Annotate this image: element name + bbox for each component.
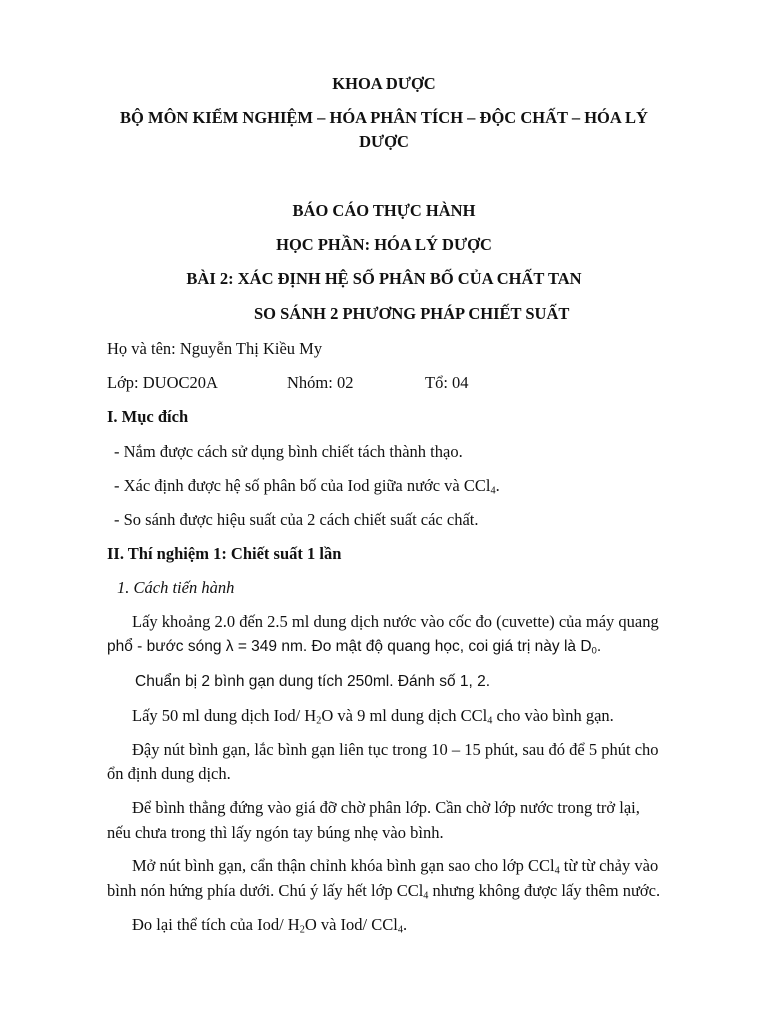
section-experiment-heading: II. Thí nghiệm 1: Chiết suất 1 lần [107, 544, 342, 563]
procedure-paragraph: Mở nút bình gạn, cẩn thận chỉnh khóa bình gạn sao cho lớp CCl$_4$ từ từ chảy vào [132, 856, 659, 877]
faculty-heading: KHOA DƯỢC [332, 74, 436, 93]
procedure-subheading: 1. Cách tiến hành [117, 578, 235, 597]
student-name: Họ và tên: Nguyễn Thị Kiều My [107, 339, 323, 358]
procedure-paragraph: Để bình thẳng đứng vào giá đỡ chờ phân lớp. Cần chờ lớp nước trong trở lại, [132, 798, 640, 817]
student-team: Tổ: 04 [425, 373, 469, 392]
lesson-subtitle: SO SÁNH 2 PHƯƠNG PHÁP CHIẾT SUẤT [254, 304, 570, 323]
procedure-paragraph: Chuẩn bị 2 bình gạn dung tích 250ml. Đánh số 1, 2. [135, 673, 491, 690]
department-heading-line2: DƯỢC [359, 132, 409, 151]
student-group: Nhóm: 02 [287, 373, 354, 392]
purpose-item: - Xác định được hệ số phân bố của Iod giữa nước và CCl$_4$. [114, 476, 500, 497]
procedure-paragraph: nếu chưa trong thì lấy ngón tay búng nhẹ vào bình. [107, 823, 444, 842]
lesson-title: BÀI 2: XÁC ĐỊNH HỆ SỐ PHÂN BỐ CỦA CHẤT TAN [186, 269, 582, 288]
procedure-paragraph: Lấy khoảng 2.0 đến 2.5 ml dung dịch nước vào cốc đo (cuvette) của máy quang [132, 612, 659, 631]
section-purpose-heading: I. Mục đích [107, 407, 189, 426]
purpose-item: - So sánh được hiệu suất của 2 cách chiết suất các chất. [114, 510, 479, 529]
report-title: BÁO CÁO THỰC HÀNH [292, 201, 476, 220]
student-class: Lớp: DUOC20A [107, 373, 218, 392]
procedure-paragraph: Lấy 50 ml dung dịch Iod/ $H_2O$ và 9 ml dung dịch CCl$_4$ cho vào bình gạn. [132, 706, 614, 727]
department-heading-line1: BỘ MÔN KIỂM NGHIỆM – HÓA PHÂN TÍCH – ĐỘC CHẤT – HÓA LÝ [120, 108, 648, 127]
procedure-paragraph: bình nón hứng phía dưới. Chú ý lấy hết lớp CCl$_4$ nhưng không được lấy thêm nước. [107, 881, 661, 902]
procedure-paragraph: phổ - bước sóng λ = 349 nm. Đo mật độ quang học, coi giá trị này là $D_0$. [107, 638, 602, 657]
procedure-paragraph: Đậy nút bình gạn, lắc bình gạn liên tục trong 10 – 15 phút, sau đó để 5 phút cho [132, 740, 659, 759]
course-title: HỌC PHẦN: HÓA LÝ DƯỢC [276, 235, 492, 254]
purpose-item: - Nắm được cách sử dụng bình chiết tách thành thạo. [114, 442, 463, 461]
procedure-paragraph: ổn định dung dịch. [107, 764, 231, 783]
procedure-paragraph: Đo lại thể tích của Iod/ $H_2O$ và Iod/ CCl$_4$. [132, 915, 408, 936]
